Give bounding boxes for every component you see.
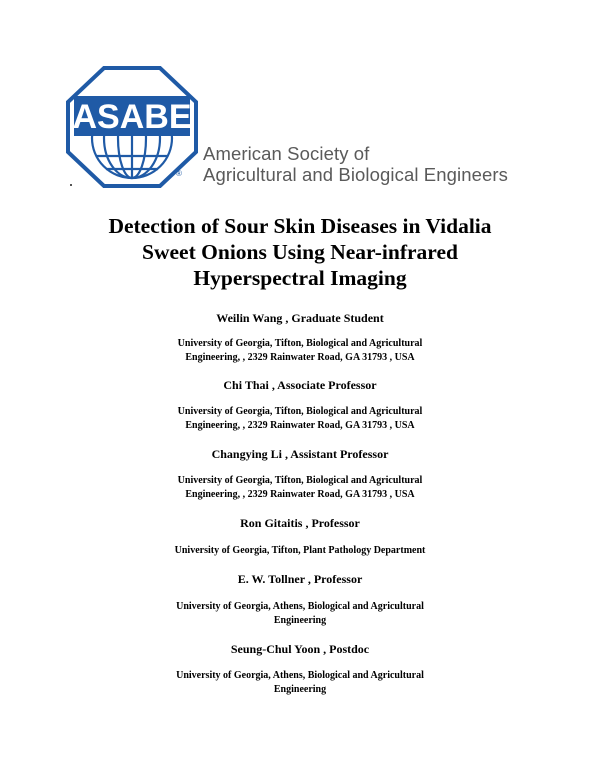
affiliation-2-line-2: Engineering, , 2329 Rainwater Road, GA 31793 , USA xyxy=(185,419,415,431)
asabe-logo xyxy=(66,66,198,188)
affiliation-3-line-1: University of Georgia, Tifton, Biological and Agricultural xyxy=(177,475,423,486)
registered-mark: ® xyxy=(176,169,182,178)
affiliation-6-line-2: Engineering xyxy=(273,683,327,695)
affiliation-6-line-1: University of Georgia, Athens, Biological and Agricultural xyxy=(176,670,424,681)
affiliation-5-line-1: University of Georgia, Athens, Biological and Agricultural xyxy=(176,601,424,612)
affiliation-1-line-2: Engineering, , 2329 Rainwater Road, GA 31793 , USA xyxy=(185,351,415,363)
affiliation-2-line-1: University of Georgia, Tifton, Biological and Agricultural xyxy=(177,406,423,417)
society-line-1: American Society of xyxy=(203,143,370,164)
title-line-1: Detection of Sour Skin Diseases in Vidalia xyxy=(108,214,492,238)
affiliation-5-line-2: Engineering xyxy=(273,614,327,626)
logo-text: ASABE xyxy=(72,98,192,136)
asabe-globe-icon xyxy=(66,66,198,188)
society-line-2: Agricultural and Biological Engineers xyxy=(203,164,509,185)
affiliation-1-line-1: University of Georgia, Tifton, Biological and Agricultural xyxy=(177,338,423,349)
affiliation-4-line-1: University of Georgia, Tifton, Plant Pathology Department xyxy=(174,545,426,556)
author-6: Seung-Chul Yoon , Postdoc xyxy=(230,642,370,656)
society-name xyxy=(203,143,508,185)
author-2: Chi Thai , Associate Professor xyxy=(223,378,377,392)
affiliation-6 xyxy=(30,669,570,696)
stray-dot xyxy=(70,184,72,186)
title-line-3: Hyperspectral Imaging xyxy=(193,266,407,290)
affiliation-1 xyxy=(30,337,570,364)
affiliation-3-line-2: Engineering, , 2329 Rainwater Road, GA 31793 , USA xyxy=(185,488,415,500)
affiliation-4 xyxy=(30,544,570,558)
author-1: Weilin Wang , Graduate Student xyxy=(216,311,384,325)
affiliation-3 xyxy=(30,474,570,501)
paper-title xyxy=(40,213,560,291)
author-3: Changying Li , Assistant Professor xyxy=(211,447,389,461)
author-5: E. W. Tollner , Professor xyxy=(237,572,363,586)
author-4: Ron Gitaitis , Professor xyxy=(240,516,360,530)
title-line-2: Sweet Onions Using Near-infrared xyxy=(142,240,458,264)
affiliation-2 xyxy=(30,405,570,432)
affiliation-5 xyxy=(30,600,570,627)
